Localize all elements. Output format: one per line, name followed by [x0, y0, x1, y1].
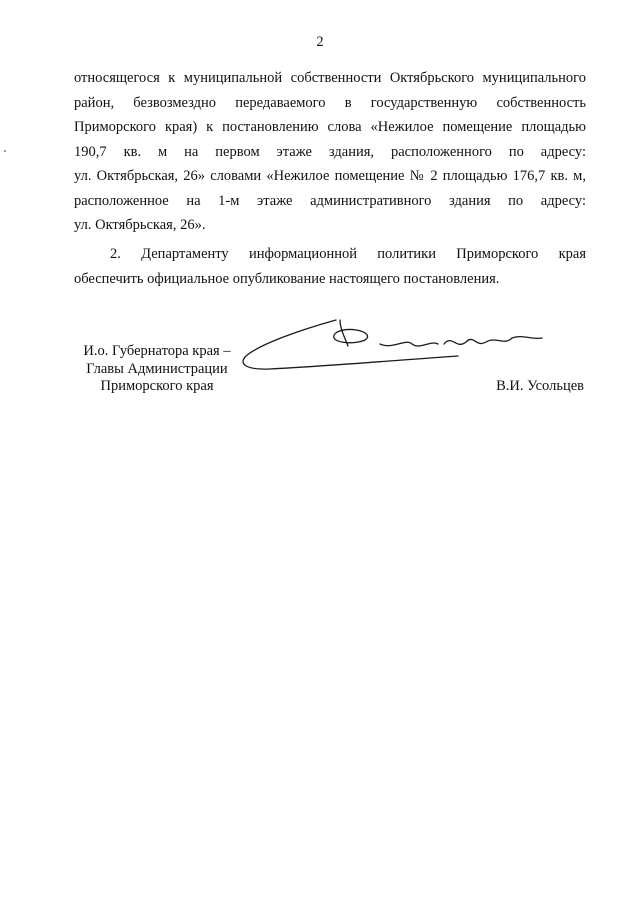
paragraph-line: расположенное на 1-м этаже административного здания по адресу: — [74, 192, 586, 209]
paragraph-address-change — [74, 66, 586, 238]
paragraph-publication — [74, 242, 586, 291]
signatory-title-line: Главы Администрации — [86, 360, 228, 377]
paragraph-line: ул. Октябрьская, 26» словами «Нежилое помещение № 2 площадью 176,7 кв. м, — [74, 168, 586, 184]
page-number: 2 — [316, 34, 324, 50]
scan-mark — [4, 150, 6, 152]
paragraph-line: район, безвозмездно передаваемого в государственную собственность — [74, 94, 586, 111]
paragraph-line: Приморского края) к постановлению слова «Нежилое помещение площадью — [74, 119, 586, 135]
signer-name: В.И. Усольцев — [496, 378, 584, 394]
signatory-title — [76, 343, 238, 396]
paragraph-line: обеспечить официальное опубликование настоящего постановления. — [74, 270, 500, 287]
paragraph-line: 2. Департаменту информационной политики Приморского края — [110, 246, 586, 262]
paragraph-line: 190,7 кв. м на первом этаже здания, расположенного по адресу: — [74, 143, 586, 160]
signatory-title-line: Приморского края — [100, 378, 214, 394]
paragraph-line: относящегося к муниципальной собственности Октябрьского муниципального — [74, 70, 586, 86]
handwritten-signature — [240, 314, 550, 376]
paragraph-line: ул. Октябрьская, 26». — [74, 217, 206, 233]
signatory-title-line: И.о. Губернатора края – — [83, 343, 231, 359]
